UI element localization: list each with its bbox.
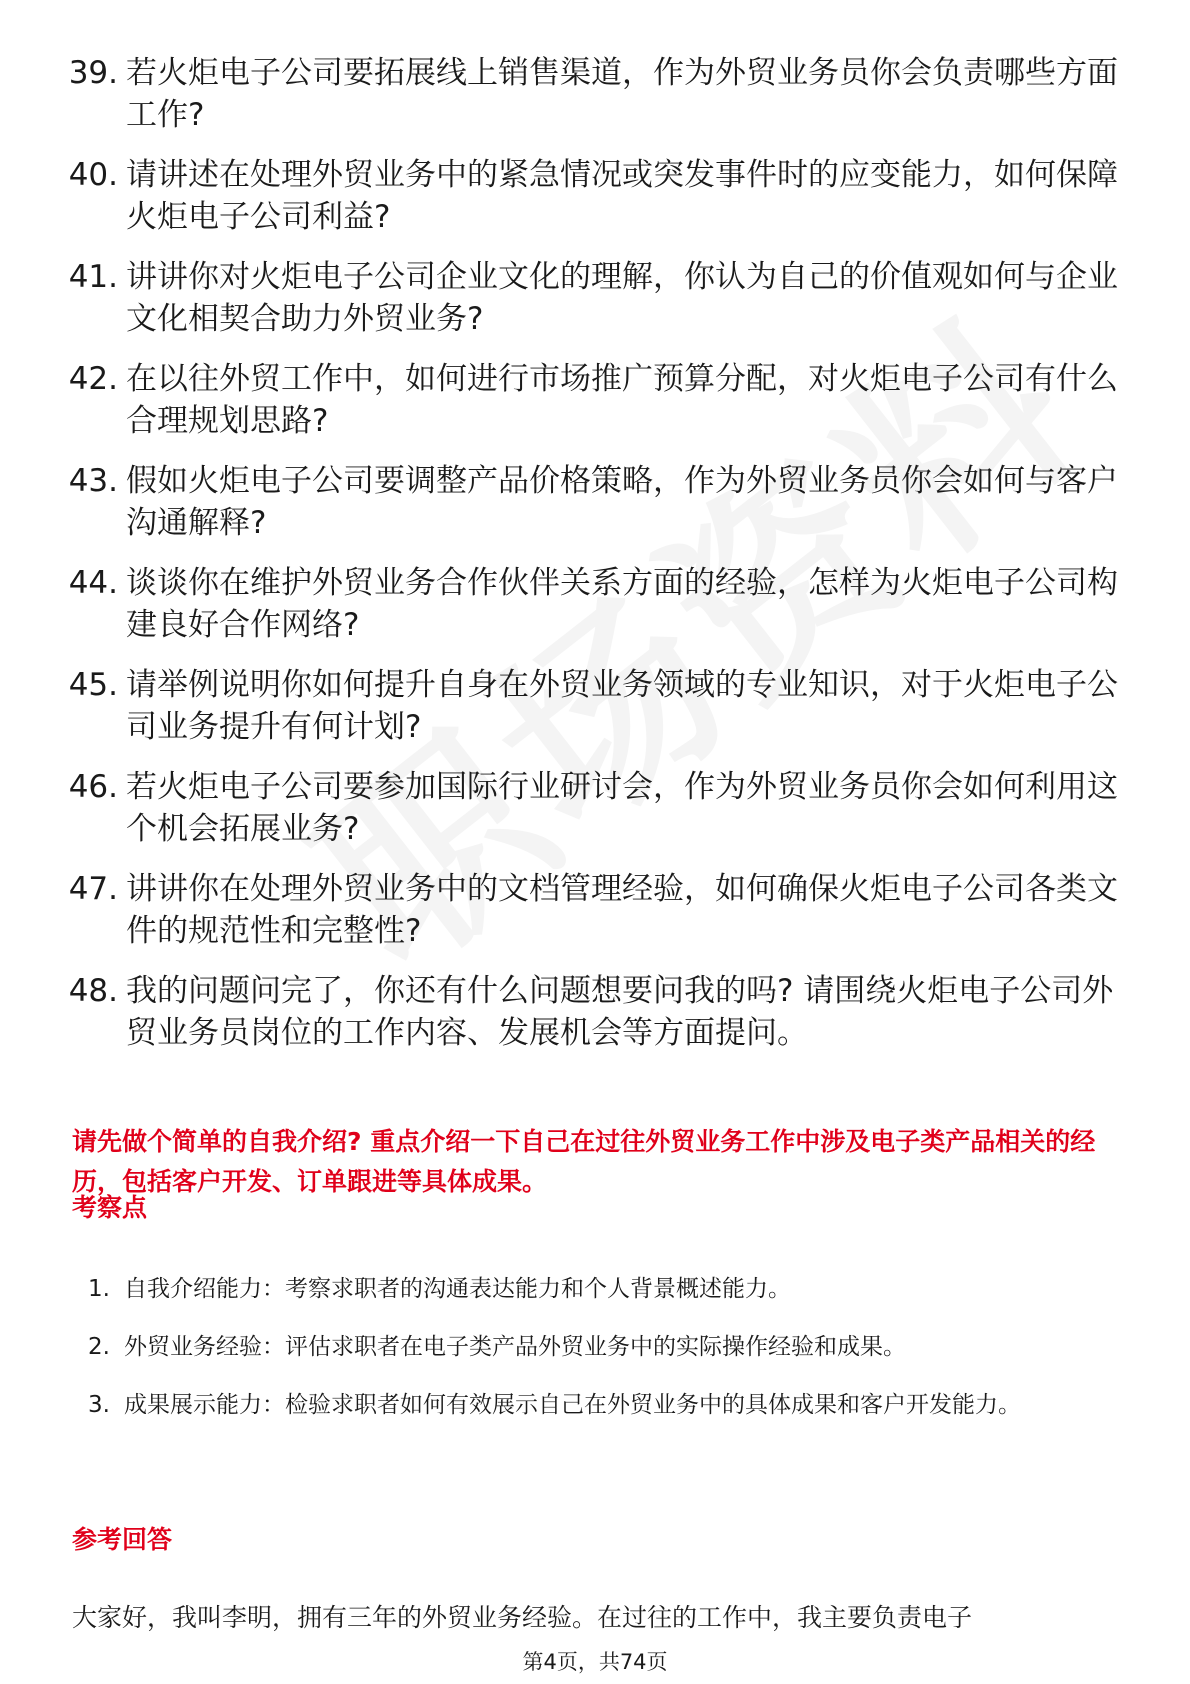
list-item	[58, 154, 1138, 238]
list-item	[58, 868, 1138, 952]
question-text: 讲讲你对火炬电子公司企业文化的理解，你认为自己的价值观如何与企业文化相契合助力外贸业务?	[126, 259, 1118, 337]
question-text: 在以往外贸工作中，如何进行市场推广预算分配，对火炬电子公司有什么合理规划思路?	[126, 361, 1118, 439]
list-item	[58, 256, 1138, 340]
question-text: 若火炬电子公司要拓展线上销售渠道，作为外贸业务员你会负责哪些方面工作?	[126, 55, 1118, 133]
question-number: 39.	[68, 55, 118, 91]
question-text: 请举例说明你如何提升自身在外贸业务领域的专业知识，对于火炬电子公司业务提升有何计划?	[126, 667, 1118, 745]
question-number: 41.	[68, 259, 118, 295]
point-text: 外贸业务经验：评估求职者在电子类产品外贸业务中的实际操作经验和成果。	[124, 1334, 906, 1360]
point-number: 2.	[88, 1334, 110, 1360]
question-text: 讲讲你在处理外贸业务中的文档管理经验，如何确保火炬电子公司各类文件的规范性和完整性?	[126, 871, 1118, 949]
question-number: 40.	[68, 157, 118, 193]
point-number: 3.	[88, 1392, 110, 1418]
list-item	[88, 1376, 1138, 1434]
question-number: 47.	[68, 871, 118, 907]
reference-answer: 大家好，我叫李明，拥有三年的外贸业务经验。在过往的工作中，我主要负责电子	[72, 1603, 973, 1632]
question-text: 请讲述在处理外贸业务中的紧急情况或突发事件时的应变能力，如何保障火炬电子公司利益?	[126, 157, 1118, 235]
reference-title: 参考回答	[72, 1525, 173, 1554]
list-item	[58, 52, 1138, 136]
list-item	[58, 562, 1138, 646]
question-number: 46.	[68, 769, 118, 805]
question-number: 48.	[68, 973, 118, 1009]
question-number: 42.	[68, 361, 118, 397]
list-item	[58, 460, 1138, 544]
point-number: 1.	[88, 1276, 110, 1302]
question-number: 45.	[68, 667, 118, 703]
question-number: 44.	[68, 565, 118, 601]
page-footer: 第4页，共74页	[522, 1650, 668, 1674]
list-item	[88, 1260, 1138, 1318]
question-list	[58, 52, 1138, 1072]
examination-points	[88, 1260, 1138, 1434]
examination-title: 考察点	[72, 1193, 148, 1222]
list-item	[58, 664, 1138, 748]
point-text: 自我介绍能力：考察求职者的沟通表达能力和个人背景概述能力。	[124, 1276, 791, 1302]
question-text: 我的问题问完了，你还有什么问题想要问我的吗? 请围绕火炬电子公司外贸业务员岗位的工作内容、发展机会等方面提问。	[126, 973, 1114, 1051]
list-item	[88, 1318, 1138, 1376]
list-item	[58, 970, 1138, 1054]
list-item	[58, 358, 1138, 442]
point-text: 成果展示能力：检验求职者如何有效展示自己在外贸业务中的具体成果和客户开发能力。	[124, 1392, 1021, 1418]
question-text: 谈谈你在维护外贸业务合作伙伴关系方面的经验，怎样为火炬电子公司构建良好合作网络?	[126, 565, 1118, 643]
question-text: 假如火炬电子公司要调整产品价格策略，作为外贸业务员你会如何与客户沟通解释?	[126, 463, 1118, 541]
highlight-question: 请先做个简单的自我介绍? 重点介绍一下自己在过往外贸业务工作中涉及电子类产品相关的经历，包括客户开发、订单跟进等具体成果。	[72, 1127, 1096, 1196]
list-item	[58, 766, 1138, 850]
question-text: 若火炬电子公司要参加国际行业研讨会，作为外贸业务员你会如何利用这个机会拓展业务?	[126, 769, 1118, 847]
question-number: 43.	[68, 463, 118, 499]
